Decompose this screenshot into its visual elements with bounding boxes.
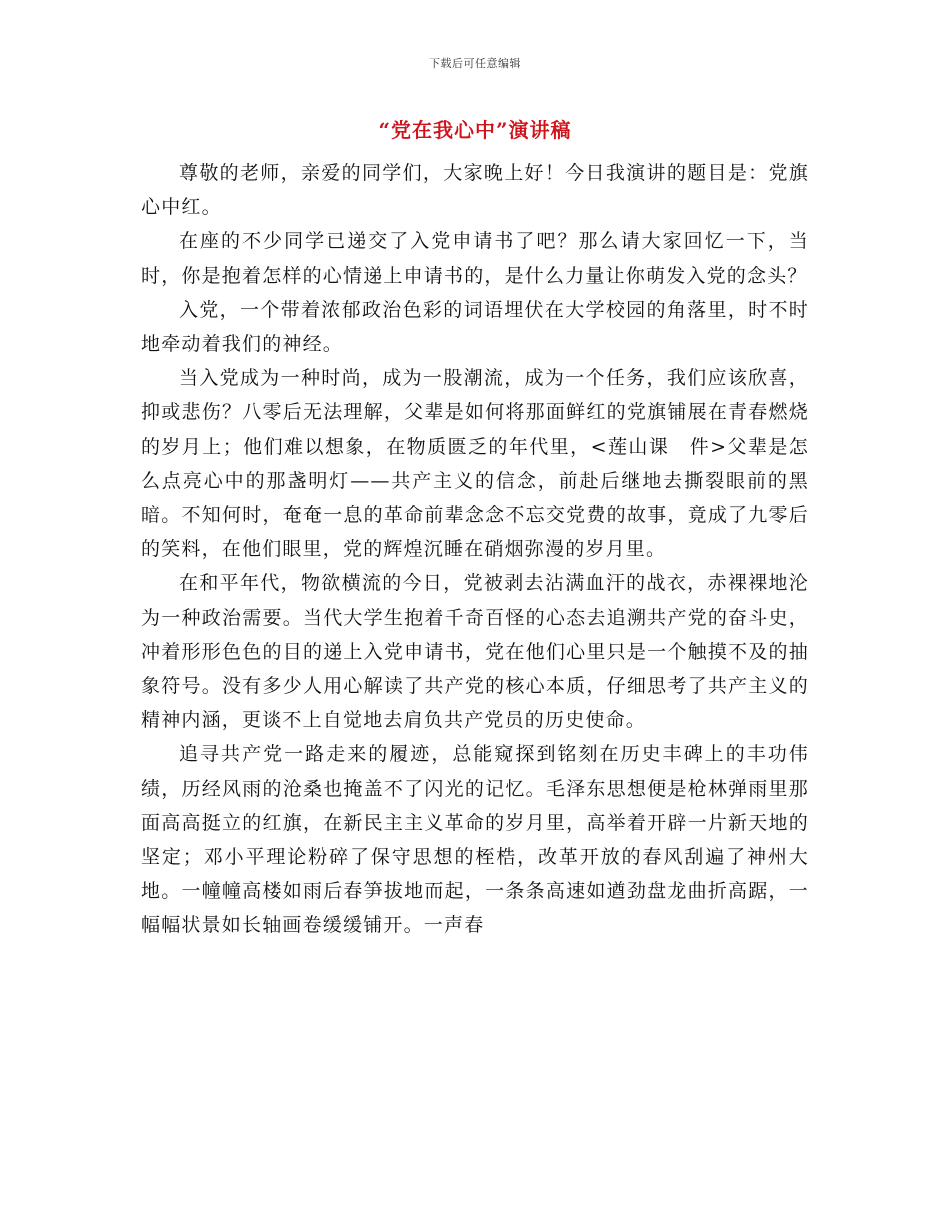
document-title: “党在我心中”演讲稿 bbox=[378, 118, 572, 142]
paragraph-trend: 当入党成为一种时尚，成为一股潮流，成为一个任务，我们应该欣喜，抑或悲伤？八零后无法理解，父辈是如何将那面鲜红的党旗铺展在青春燃烧的岁月上；他们难以想象，在物质匮乏的年代里，<莲山课 件>父辈是怎么点亮心中的那盏明灯——共产主义的信念，前赴后继地去撕裂眼前的黑暗。不知何时，奄奄一息的革命前辈念念不忘交党费的故事，竟成了九零后的笑料，在他们眼里，党的辉煌沉睡在硝烟弥漫的岁月里。 bbox=[141, 367, 809, 561]
paragraph-greeting: 尊敬的老师，亲爱的同学们，大家晚上好！今日我演讲的题目是：党旗心中红。 bbox=[141, 162, 809, 219]
paragraph-history: 追寻共产党一路走来的履迹，总能窥探到铭刻在历史丰碑上的丰功伟绩，历经风雨的沧桑也掩盖不了闪光的记忆。毛泽东思想便是枪林弹雨里那面高高挺立的红旗，在新民主主义革命的岁月里，高举着开辟一片新天地的坚定；邓小平理论粉碎了保守思想的桎梏，改革开放的春风刮遍了神州大地。一幢幢高楼如雨后春笋拔地而起，一条条高速如遒劲盘龙曲折高踞，一幅幅状景如长轴画卷缓缓铺开。一声春 bbox=[141, 743, 809, 937]
paragraph-peace-era: 在和平年代，物欲横流的今日，党被剥去沾满血汗的战衣，赤裸裸地沦为一种政治需要。当代大学生抱着千奇百怪的心态去追溯共产党的奋斗史，冲着形形色色的目的递上入党申请书，党在他们心里只是一个触摸不及的抽象符号。没有多少人用心解读了共产党的核心本质，仔细思考了共产主义的精神内涵，更谈不上自觉地去肩负共产党员的历史使命。 bbox=[141, 572, 809, 732]
header-note: 下载后可任意编辑 bbox=[429, 57, 521, 70]
paragraph-campus: 入党，一个带着浓郁政治色彩的词语埋伏在大学校园的角落里，时不时地牵动着我们的神经。 bbox=[141, 298, 809, 356]
document-body bbox=[141, 156, 809, 943]
paragraph-question: 在座的不少同学已递交了入党申请书了吧？那么请大家回忆一下，当时，你是抱着怎样的心情递上申请书的，是什么力量让你萌发入党的念头？ bbox=[141, 230, 809, 287]
